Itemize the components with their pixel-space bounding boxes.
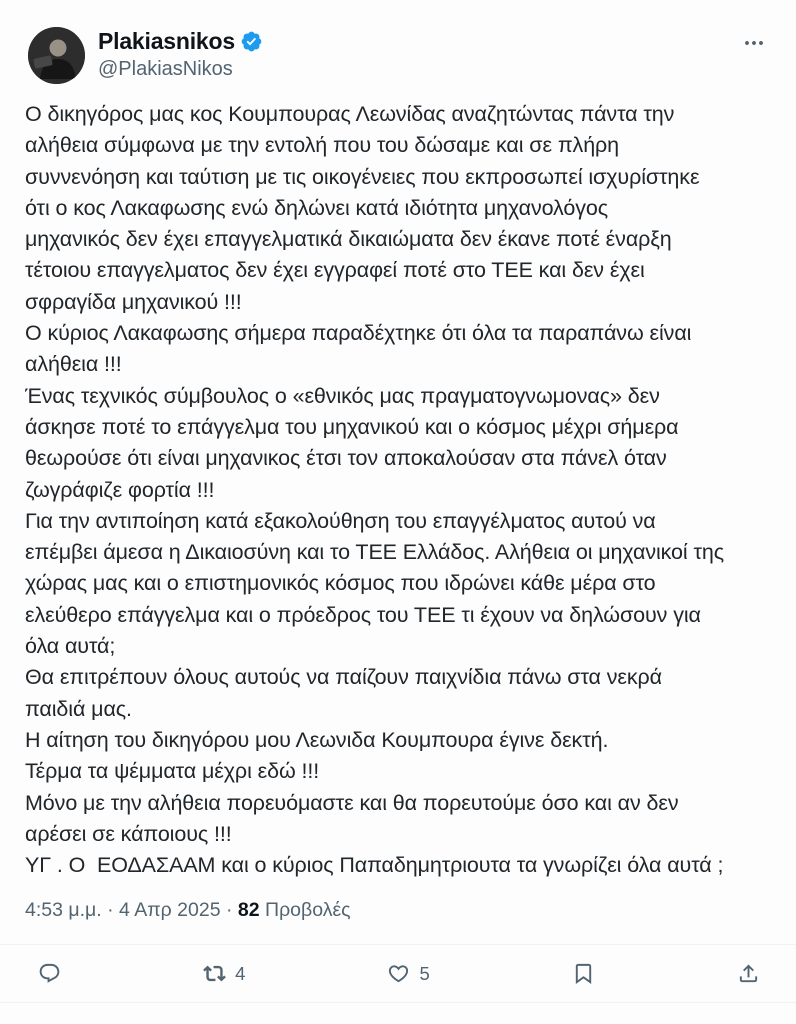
tweet-text-line: θεωρούσε ότι είναι μηχανικος έτσι τον αποκαλούσαν στα πάνελ όταν <box>25 446 667 471</box>
tweet-text-line: τέτοιου επαγγελματος δεν έχει εγγραφεί ποτέ στο ΤΕΕ και δεν έχει <box>25 258 645 283</box>
user-handle[interactable]: @PlakiasNikos <box>98 58 233 80</box>
tweet-text-line: ζωγράφιζε φορτία !!! <box>25 477 215 502</box>
tweet-text-line: Η αίτηση του δικηγόρου μου Λεωνιδα Κουμπουρα έγινε δεκτή. <box>25 727 609 752</box>
tweet-text-line: Θα επιτρέπουν όλους αυτούς να παίζουν παιχνίδια πάνω στα νεκρά <box>25 665 662 690</box>
more-button[interactable] <box>742 31 766 55</box>
tweet-text-line: Ο δικηγόρος μας κος Κουμπουρας Λεωνίδας αναζητώντας πάντα την <box>25 102 675 126</box>
tweet-meta <box>25 898 771 923</box>
tweet-text-line: μηχανικός δεν έχει επαγγελματικά δικαιώματα δεν έκανε ποτέ έναρξη <box>25 227 672 252</box>
tweet-text-line: ΥΓ . Ο ΕΟΔΑΣΑΑΜ και ο κύριος Παπαδημητριουτα τα γνωρίζει όλα αυτά ; <box>25 853 724 878</box>
views-label: Προβολές <box>259 899 351 922</box>
verified-badge-icon <box>240 30 263 53</box>
tweet-text <box>25 99 771 881</box>
name-block <box>98 27 742 82</box>
retweet-count: 4 <box>235 962 246 984</box>
like-count: 5 <box>419 962 430 984</box>
more-dots-icon <box>742 31 766 55</box>
tweet-text-line: αλήθεια σύμφωνα με την εντολή που του δώσαμε και σε πλήρη <box>25 133 620 158</box>
avatar[interactable] <box>28 27 85 84</box>
tweet-text-line: αρέσει σε κάποιους !!! <box>25 821 232 846</box>
retweet-button[interactable] <box>203 962 245 985</box>
divider-bottom <box>0 1002 796 1003</box>
retweet-icon <box>203 962 226 985</box>
name-row <box>98 27 742 55</box>
tweet-text-line: Ένας τεχνικός σύμβουλος ο «εθνικός μας πραγματογνωμονας» δεν <box>25 383 660 408</box>
tweet-text-line: χώρας μας και ο επιστημονικός κόσμος που ιδρώνει κάθε μέρα στο <box>25 571 656 596</box>
bookmark-icon <box>572 962 595 985</box>
tweet-text-line: παιδιά μας. <box>25 696 132 721</box>
tweet-text-line: ελεύθερο επάγγελμα και ο πρόεδρος του ΤΕΕ τι έχουν να δηλώσουν για <box>25 602 701 627</box>
views-count: 82 <box>237 899 260 922</box>
action-bar <box>0 945 796 1002</box>
tweet-text-line: σφραγίδα μηχανικού !!! <box>25 289 242 314</box>
tweet-text-line: συννενόηση και ταύτιση με τις οικογένειες που εκπροσωπεί ισχυρίστηκε <box>25 164 700 189</box>
tweet-text-line: Τέρμα τα ψέμματα μέχρι εδώ !!! <box>25 759 320 784</box>
tweet-text-line: Μόνο με την αλήθεια πορευόμαστε και θα πορευτούμε όσο και αν δεν <box>25 790 679 815</box>
tweet-text-line: ότι ο κος Λακαφωσης ενώ δηλώνει κατά ιδιότητα μηχανολόγος <box>25 195 608 220</box>
tweet-text-line: όλα αυτά; <box>25 634 116 659</box>
tweet-text-line: Ο κύριος Λακαφωσης σήμερα παραδέχτηκε ότι όλα τα παραπάνω είναι <box>25 321 692 346</box>
tweet-text-line: επέμβει άμεσα η Δικαιοσύνη και το ΤΕΕ Ελλάδος. Αλήθεια οι μηχανικοί της <box>25 540 724 565</box>
share-icon <box>737 962 760 985</box>
share-button[interactable] <box>737 962 760 985</box>
heart-icon <box>387 962 410 985</box>
tweet-header <box>0 0 796 84</box>
tweet-text-line: Για την αντιποίηση κατά εξακολούθηση του επαγγέλματος αυτού να <box>25 508 656 533</box>
like-button[interactable] <box>387 962 429 985</box>
display-name[interactable]: Plakiasnikos <box>98 28 235 54</box>
timestamp[interactable]: 4:53 μ.μ. · 4 Απρ 2025 · <box>25 899 238 922</box>
reply-icon <box>38 962 61 985</box>
tweet-text-line: άσκησε ποτέ το επάγγελμα του μηχανικού και ο κόσμος μέχρι σήμερα <box>25 414 679 439</box>
avatar-photo <box>28 27 85 84</box>
reply-button[interactable] <box>38 962 61 985</box>
bookmark-button[interactable] <box>572 962 595 985</box>
tweet-text-line: αλήθεια !!! <box>25 352 122 377</box>
